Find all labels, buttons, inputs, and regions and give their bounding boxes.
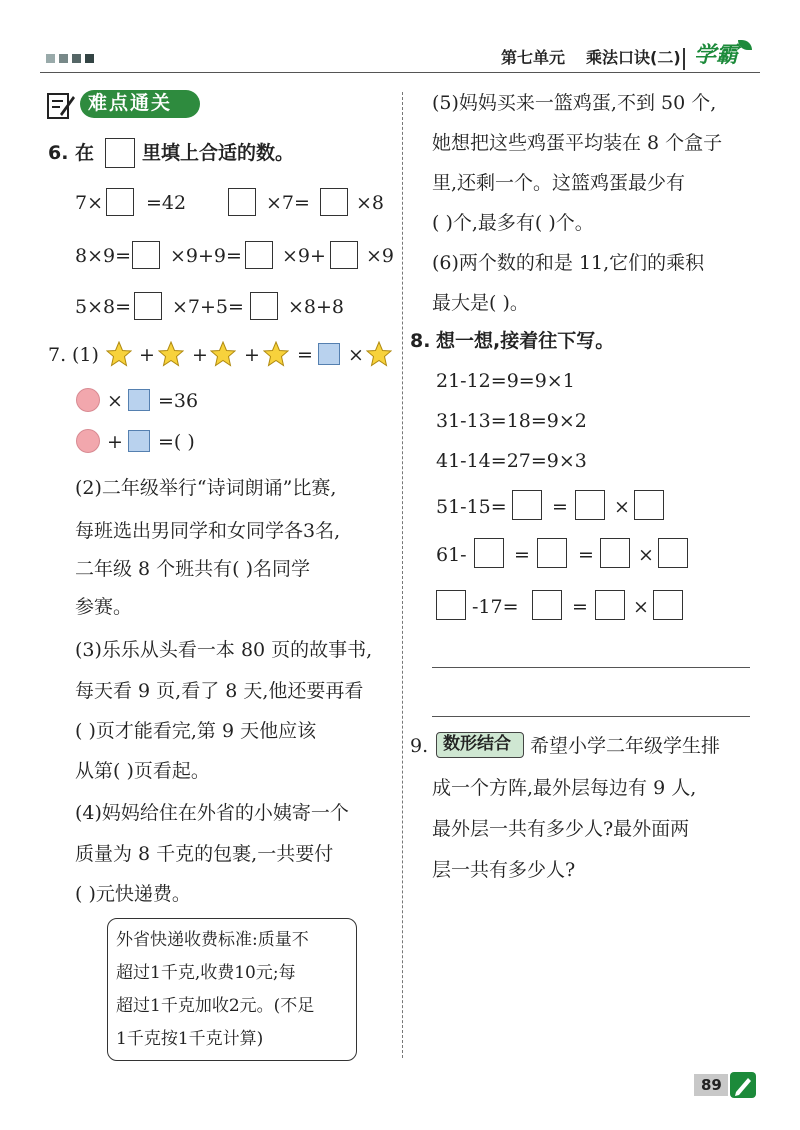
equals-sign: = [514, 544, 530, 566]
q7-answer-paren[interactable]: =( ) [158, 431, 195, 453]
q6-r2b: ×9+9= [170, 245, 242, 267]
pencil-icon [730, 1072, 756, 1098]
q7-p3-line2: 每天看 9 页,看了 8 天,他还要再看 [75, 680, 364, 702]
answer-box[interactable] [532, 590, 562, 620]
section-title: 难点通关 [88, 92, 173, 114]
column-divider [402, 92, 403, 1058]
answer-box[interactable] [106, 188, 134, 216]
writing-line[interactable] [432, 716, 750, 717]
q7-p5-line2: 她想把这些鸡蛋平均装在 8 个盒子 [432, 132, 723, 154]
answer-box[interactable] [658, 538, 688, 568]
q6-r3c: ×8+8 [288, 296, 345, 318]
star-icon [263, 341, 289, 367]
q6-r2a: 8×9= [75, 245, 132, 267]
page-number: 89 [701, 1076, 722, 1094]
answer-box[interactable] [134, 292, 162, 320]
q6-r3b: ×7+5= [172, 296, 244, 318]
plus-sign: + [192, 344, 208, 366]
answer-box[interactable] [595, 590, 625, 620]
answer-box[interactable] [512, 490, 542, 520]
square-symbol [128, 430, 150, 452]
q7-p5-line4: ( )个,最多有( )个。 [432, 212, 594, 234]
q6-title-a: 在 [75, 142, 95, 164]
note-line4: 1千克按1千克计算) [116, 1029, 264, 1049]
q7-p2-line4: 参赛。 [75, 596, 133, 618]
q6-r1d: ×8 [356, 192, 385, 214]
q7-p4-line1: (4)妈妈给住在外省的小姨寄一个 [75, 802, 349, 824]
q6-r1b: =42 [146, 192, 187, 214]
times-sign: × [638, 544, 654, 566]
q8-line3: 41-14=27=9×3 [436, 450, 587, 472]
equals-sign: = [297, 344, 313, 366]
times-sign: × [348, 344, 364, 366]
header-unit: 第七单元 [501, 48, 566, 67]
answer-box[interactable] [575, 490, 605, 520]
q6-title-box [105, 138, 135, 168]
q7-p6-line1: (6)两个数的和是 11,它们的乘积 [432, 252, 705, 274]
q8-title: 想一想,接着往下写。 [436, 330, 615, 352]
q7-p3-line4: 从第( )页看起。 [75, 760, 210, 782]
brand-leaf-icon [738, 40, 752, 50]
header-rule [40, 72, 760, 73]
answer-box[interactable] [250, 292, 278, 320]
q9-tag-label: 数形结合 [443, 734, 511, 754]
q8-line1: 21-12=9=9×1 [436, 370, 575, 392]
times-sign: × [614, 496, 630, 518]
writing-line[interactable] [432, 667, 750, 668]
star-icon [366, 341, 392, 367]
q8-line2: 31-13=18=9×2 [436, 410, 587, 432]
plus-sign: + [139, 344, 155, 366]
q7-p5-line3: 里,还剩一个。这篮鸡蛋最少有 [432, 172, 686, 194]
answer-box[interactable] [245, 241, 273, 269]
plus-sign: + [244, 344, 260, 366]
q6-r1a: 7× [75, 192, 104, 214]
q6-r2c: ×9+ [282, 245, 326, 267]
times-sign: × [107, 390, 123, 412]
q9-number: 9. [410, 735, 429, 757]
q7-p4-line3: ( )元快递费。 [75, 883, 191, 905]
q7-p2-line2: 每班选出男同学和女同学各3名, [75, 520, 341, 542]
q9-line3: 最外层一共有多少人?最外面两 [432, 818, 690, 840]
q7-p2-line3: 二年级 8 个班共有( )名同学 [75, 558, 311, 580]
equals-sign: = [572, 596, 588, 618]
q8-line6-mid: -17= [472, 596, 519, 618]
note-line1: 外省快递收费标准:质量不 [116, 930, 309, 950]
answer-box[interactable] [600, 538, 630, 568]
q7-p2-line1: (2)二年级举行“诗词朗诵”比赛, [75, 477, 337, 499]
answer-box[interactable] [634, 490, 664, 520]
q6-r1c: ×7= [266, 192, 310, 214]
q6-title-b: 里填上合适的数。 [142, 142, 295, 164]
square-symbol [318, 343, 340, 365]
answer-box[interactable] [436, 590, 466, 620]
header-squares [46, 54, 98, 64]
answer-box[interactable] [474, 538, 504, 568]
answer-box[interactable] [537, 538, 567, 568]
q6-r3a: 5×8= [75, 296, 132, 318]
q6-number: 6. [48, 142, 69, 164]
star-icon [210, 341, 236, 367]
q7-p6-line2: 最大是( )。 [432, 292, 529, 314]
q7-eq36: =36 [158, 390, 199, 412]
equals-sign: = [552, 496, 568, 518]
star-icon [106, 341, 132, 367]
q7-p3-line3: ( )页才能看完,第 9 天他应该 [75, 720, 317, 742]
q8-line4-start: 51-15= [436, 496, 507, 518]
equals-sign: = [578, 544, 594, 566]
star-icon [158, 341, 184, 367]
q8-line5-start: 61- [436, 544, 467, 566]
circle-symbol [76, 388, 100, 412]
q7-p4-line2: 质量为 8 千克的包裹,一共要付 [75, 843, 334, 865]
header-divider [683, 48, 685, 70]
brand-logo: 学霸 [694, 43, 739, 68]
note-line2: 超过1千克,收费10元;每 [116, 963, 296, 983]
q9-line4: 层一共有多少人? [432, 859, 576, 881]
note-line3: 超过1千克加收2元。(不足 [116, 996, 315, 1016]
plus-sign: + [107, 431, 123, 453]
circle-symbol [76, 429, 100, 453]
answer-box[interactable] [320, 188, 348, 216]
answer-box[interactable] [653, 590, 683, 620]
answer-box[interactable] [330, 241, 358, 269]
answer-box[interactable] [132, 241, 160, 269]
q8-number: 8. [410, 330, 431, 352]
pencil-note-icon [46, 90, 76, 120]
q9-line2: 成一个方阵,最外层每边有 9 人, [432, 777, 697, 799]
times-sign: × [633, 596, 649, 618]
q6-r2d: ×9 [366, 245, 395, 267]
square-symbol [128, 389, 150, 411]
answer-box[interactable] [228, 188, 256, 216]
q7-p1-label: (1) [72, 344, 99, 366]
q7-p3-line1: (3)乐乐从头看一本 80 页的故事书, [75, 639, 373, 661]
q7-number: 7. [48, 344, 67, 366]
header-lesson: 乘法口诀(二) [586, 48, 681, 67]
q9-line1: 希望小学二年级学生排 [530, 735, 721, 757]
q7-p5-line1: (5)妈妈买来一篮鸡蛋,不到 50 个, [432, 92, 717, 114]
